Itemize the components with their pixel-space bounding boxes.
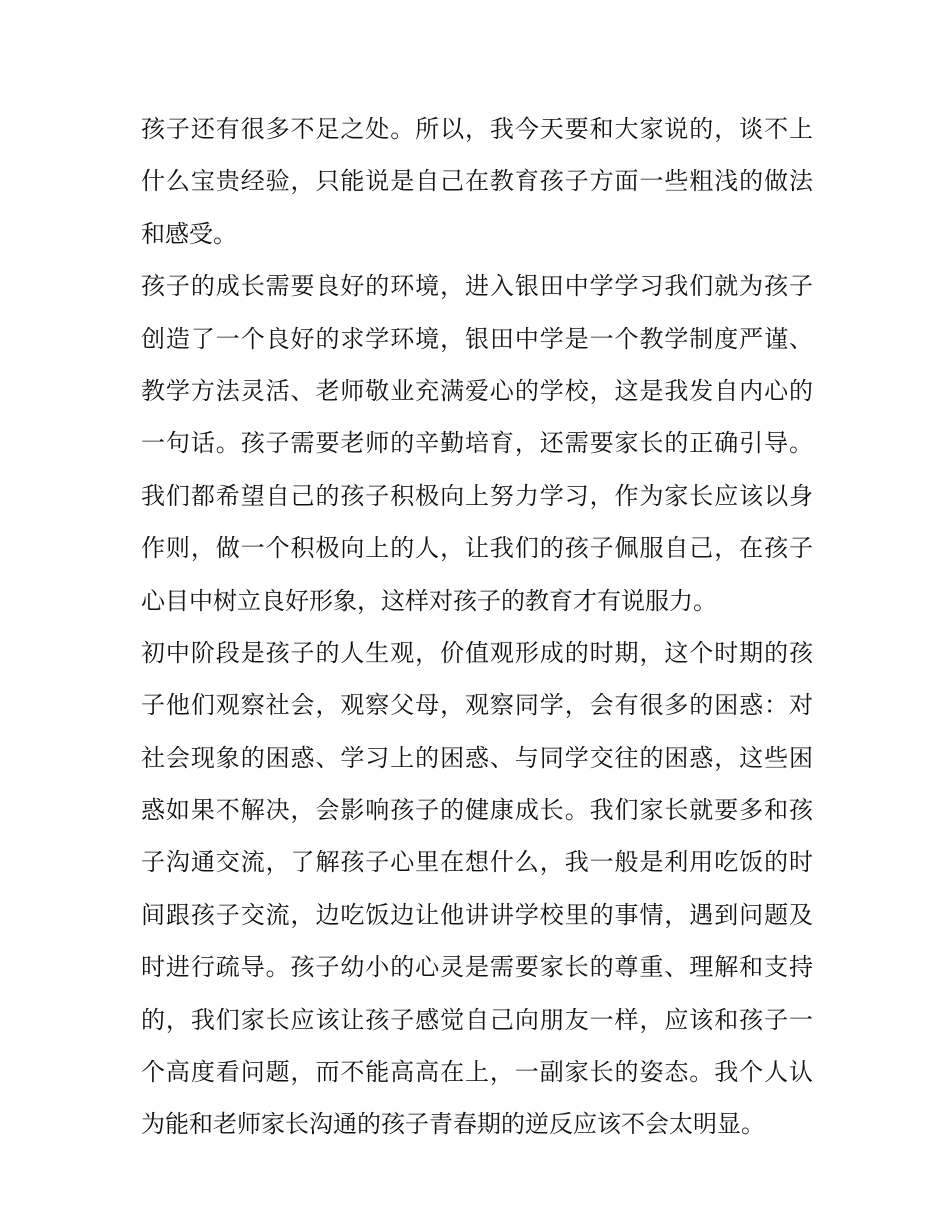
text-line: 子沟通交流，了解孩子心里在想什么，我一般是利用吃饭的时 [141, 848, 813, 877]
paragraph-2 [141, 260, 813, 627]
text-line: 时进行疏导。孩子幼小的心灵是需要家长的尊重、理解和支持 [141, 953, 813, 982]
text-line: 作则，做一个积极向上的人，让我们的孩子佩服自己，在孩子 [141, 534, 813, 563]
text-line: 心目中树立良好形象，这样对孩子的教育才有说服力。 [141, 586, 717, 615]
text-line: 惑如果不解决，会影响孩子的健康成长。我们家长就要多和孩 [141, 796, 813, 825]
text-line: 子他们观察社会，观察父母，观察同学，会有很多的困惑：对 [141, 691, 813, 720]
text-line: 的，我们家长应该让孩子感觉自己向朋友一样，应该和孩子一 [141, 1005, 813, 1034]
text-line: 什么宝贵经验，只能说是自己在教育孩子方面一些粗浅的做法 [141, 167, 813, 196]
text-line: 教学方法灵活、老师敬业充满爱心的学校，这是我发自内心的 [141, 376, 813, 405]
text-line: 一句话。孩子需要老师的辛勤培育，还需要家长的正确引导。 [141, 429, 813, 458]
text-line: 社会现象的困惑、学习上的困惑、与同学交往的困惑，这些困 [141, 743, 813, 772]
paragraph-3 [141, 627, 813, 1151]
paragraph-1 [141, 103, 813, 260]
text-line: 为能和老师家长沟通的孩子青春期的逆反应该不会太明显。 [141, 1110, 765, 1139]
text-line: 孩子还有很多不足之处。所以，我今天要和大家说的，谈不上 [141, 115, 813, 143]
text-line: 个高度看问题，而不能高高在上，一副家长的姿态。我个人认 [141, 1058, 813, 1087]
text-line: 初中阶段是孩子的人生观，价值观形成的时期，这个时期的孩 [141, 638, 813, 667]
text-line: 我们都希望自己的孩子积极向上努力学习，作为家长应该以身 [141, 481, 813, 510]
text-line: 创造了一个良好的求学环境，银田中学是一个教学制度严谨、 [141, 324, 813, 353]
text-line: 和感受。 [141, 219, 237, 248]
text-line: 孩子的成长需要良好的环境，进入银田中学学习我们就为孩子 [141, 272, 813, 301]
text-line: 间跟孩子交流，边吃饭边让他讲讲学校里的事情，遇到问题及 [141, 900, 813, 929]
document-body [141, 103, 813, 1151]
